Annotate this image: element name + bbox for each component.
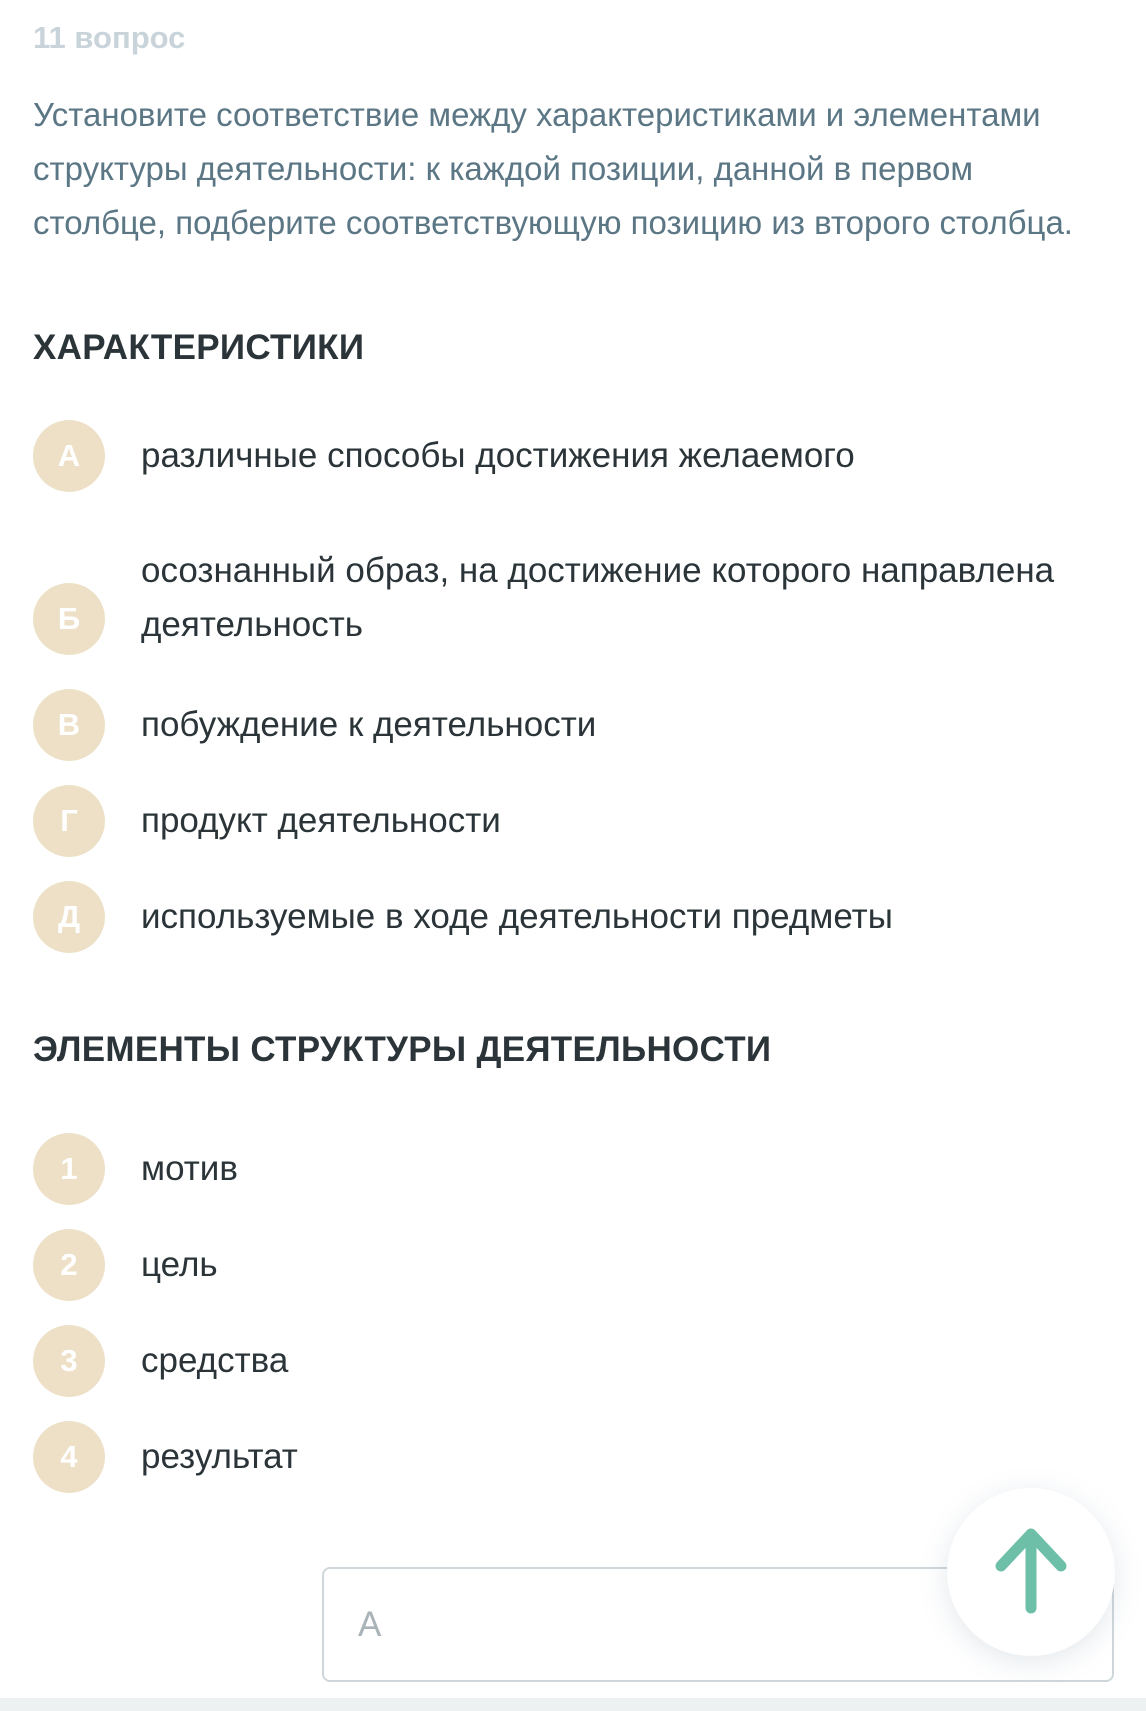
element-text: результат <box>141 1437 298 1476</box>
question-number: 11 вопрос <box>33 20 186 55</box>
characteristic-item <box>33 551 1083 678</box>
element-text: мотив <box>141 1149 238 1188</box>
characteristic-badge: Б <box>33 583 105 655</box>
characteristic-item <box>33 420 1083 492</box>
characteristic-item <box>33 785 1083 857</box>
element-item <box>33 1133 1083 1205</box>
characteristic-text: используемые в ходе деятельности предметы <box>141 897 893 936</box>
element-item <box>33 1325 1083 1397</box>
characteristic-badge: А <box>33 420 105 492</box>
characteristic-badge: Д <box>33 881 105 953</box>
element-badge: 1 <box>33 1133 105 1205</box>
characteristic-item <box>33 689 1083 761</box>
element-text: средства <box>141 1341 289 1380</box>
element-item <box>33 1421 1083 1493</box>
bottom-divider <box>0 1698 1146 1711</box>
characteristic-text: побуждение к деятельности <box>141 705 597 744</box>
element-badge: 2 <box>33 1229 105 1301</box>
element-badge: 4 <box>33 1421 105 1493</box>
characteristic-text: осознанный образ, на достижение которого направлена деятельность <box>141 551 1055 644</box>
characteristic-text: различные способы достижения желаемого <box>141 436 855 475</box>
characteristic-item <box>33 881 1083 953</box>
characteristics-title: ХАРАКТЕРИСТИКИ <box>33 328 365 367</box>
scroll-top-button[interactable] <box>947 1488 1115 1656</box>
question-text: Установите соответствие между характеристиками и элементами структуры деятельности: к каждой позиции, данной в первом столбце, подберите соответствующую позицию из второго столбца. <box>33 96 1073 241</box>
characteristic-badge: Г <box>33 785 105 857</box>
element-badge: 3 <box>33 1325 105 1397</box>
element-text: цель <box>141 1245 218 1284</box>
arrow-up-icon <box>991 1524 1071 1614</box>
characteristic-text: продукт деятельности <box>141 801 501 840</box>
element-item <box>33 1229 1083 1301</box>
elements-title: ЭЛЕМЕНТЫ СТРУКТУРЫ ДЕЯТЕЛЬНОСТИ <box>33 1030 772 1069</box>
characteristic-badge: В <box>33 689 105 761</box>
